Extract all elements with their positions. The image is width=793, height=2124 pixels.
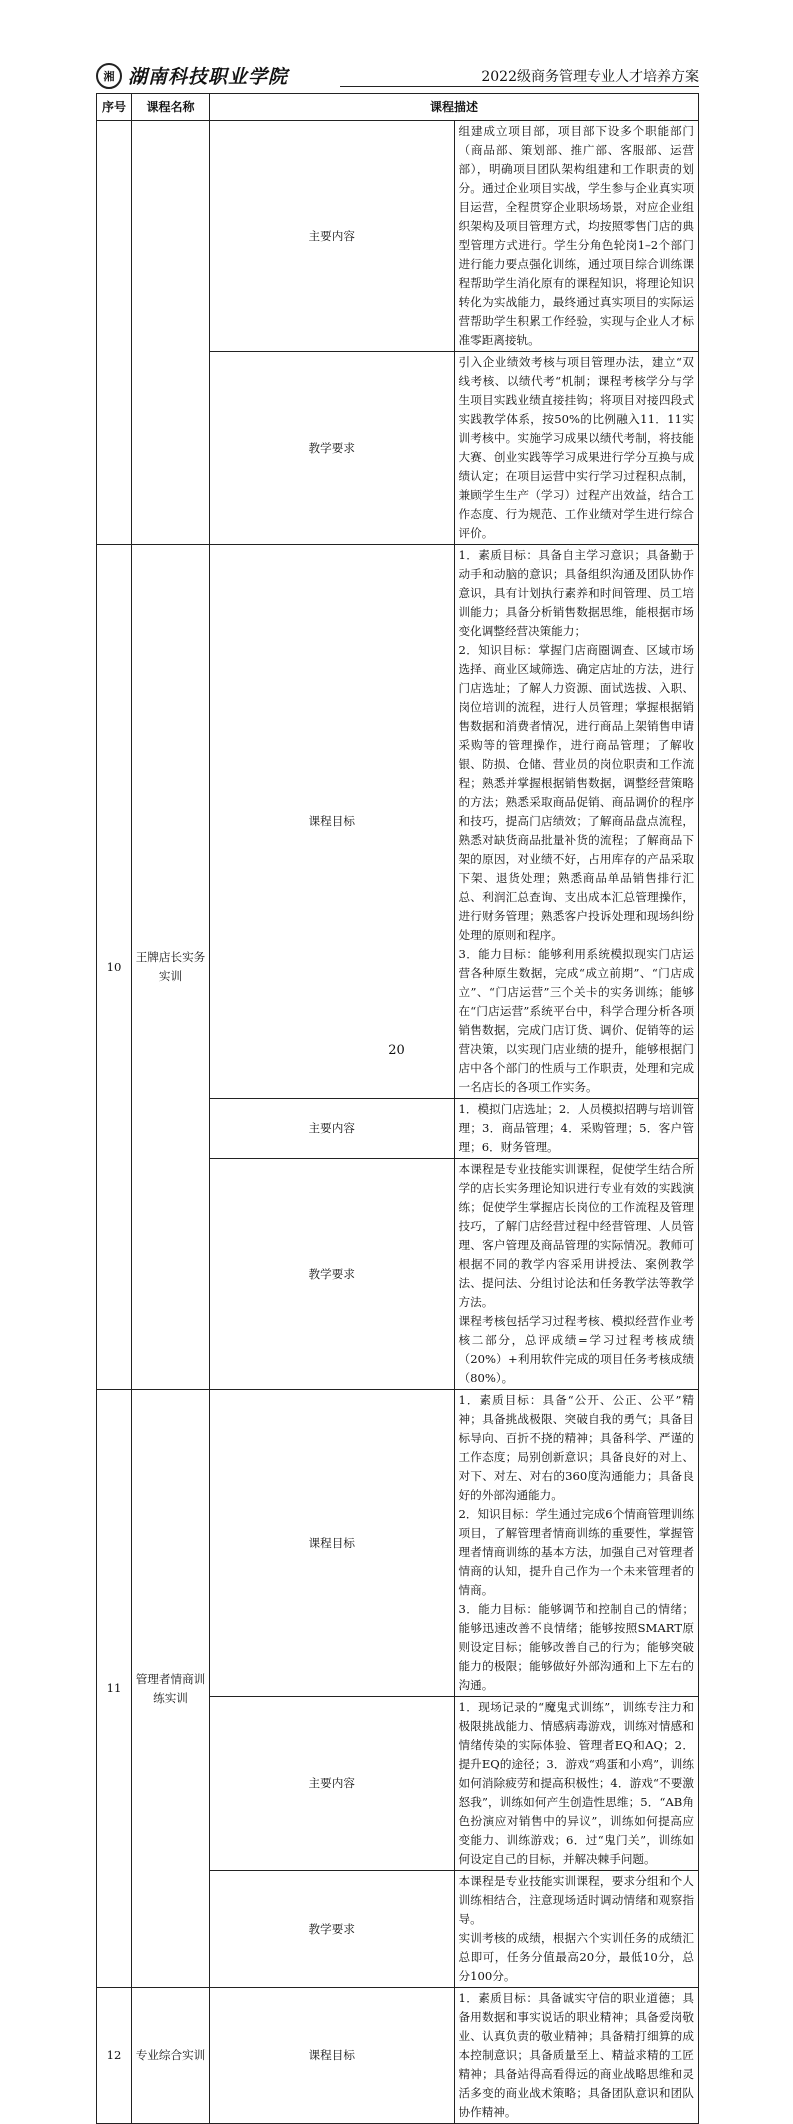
header-rule — [340, 86, 699, 87]
section-label: 教学要求 — [210, 1871, 455, 1988]
school-seal-icon: 湘 — [96, 63, 122, 89]
section-paragraph: 实训考核的成绩，根据六个实训任务的成绩汇总即可，任务分值最高20分，最低10分，总分100分。 — [458, 1931, 694, 1983]
table-row — [97, 1988, 699, 2124]
section-paragraph: 2．知识目标：掌握门店商圈调查、区域市场选择、商业区域筛选、确定店址的方法，进行门店选址；了解人力资源、面试选拔、入职、岗位培训的流程，进行人员管理；掌握根据销售数据和消费者情况，进行商品上架销售申请采购等的管理操作，进行商品管理；了解收银、防损、仓储、营业员的岗位职责和工作流程；熟悉并掌握根据销售数据，调整经营策略的方法；熟悉采取商品促销、商品调价的程序和技巧，提高门店绩效；了解商品盘点流程，熟悉对缺货商品批量补货的流程；了解商品下架的原因，对业绩不好，占用库存的产品采取下架、退货处理；熟悉商品单品销售排行汇总、利润汇总查询、支出成本汇总管理操作，进行财务管理；熟悉客户投诉处理和现场纠纷处理的原则和程序。 — [458, 643, 694, 942]
page-header — [96, 62, 699, 88]
section-paragraph: 本课程是专业技能实训课程，促使学生结合所学的店长实务理论知识进行专业有效的实践演练；促使学生掌握店长岗位的工作流程及管理技巧，了解门店经营过程中经营管理、人员管理、客户管理及商品管理的实际情况。教师可根据不同的教学内容采用讲授法、案例教学法、提问法、分组讨论法和任务教学法等教学方法。 — [458, 1162, 694, 1309]
section-content — [454, 545, 699, 1099]
school-logo — [96, 62, 288, 89]
table-row — [97, 1390, 699, 1697]
section-paragraph: 本课程是专业技能实训课程，要求分组和个人训练相结合，注意现场适时调动情绪和观察指导。 — [458, 1874, 694, 1926]
page-number: 20 — [388, 1043, 405, 1058]
section-content — [454, 1697, 699, 1871]
section-paragraph: 3．能力目标：能够调节和控制自己的情绪；能够迅速改善不良情绪；能够按照SMART原则设定目标；能够改善自己的行为；能够突破能力的极限；能够做好外部沟通和上下左右的沟通。 — [458, 1602, 694, 1692]
row-course-name-cell — [132, 121, 210, 545]
section-content: 引入企业绩效考核与项目管理办法，建立“双线考核、以绩代考“机制；课程考核学分与学生项目实践业绩直接挂钩；将项目对接四段式实践教学体系，按50%的比例融入11．11实训考核中。实施学习成果以绩代考制，将技能大赛、创业实践等学习成果进行学分互换与成绩认定；在项目运营中实行学习过程积点制，兼顾学生生产（学习）过程产出效益，结合工作态度、行为规范、工作业绩对学生进行综合评价。 — [454, 352, 699, 545]
section-paragraph: 1．素质目标：具备自主学习意识；具备勤于动手和动脑的意识；具备组织沟通及团队协作意识，具有计划执行素养和时间管理、员工培训能力；具备分析销售数据思维，能根据市场变化调整经营决策能力； — [458, 548, 694, 638]
section-paragraph: 1．素质目标：具备诚实守信的职业道德；具备用数据和事实说话的职业精神；具备爱岗敬业、认真负责的敬业精神；具备精打细算的成本控制意识；具备质量至上、精益求精的工匠精神；具备站得高看得远的商业战略思维和灵活多变的商业战术策略；具备团队意识和团队协作精神。 — [458, 1991, 694, 2119]
course-name: 管理者情商训练实训 — [132, 1390, 210, 1988]
section-paragraph: 1．现场记录的“魔鬼式训练”，训练专注力和极限挑战能力、情感病毒游戏，训练对情感和情绪传染的实际体验、管理者EQ和AQ；2．提升EQ的途径；3．游戏“鸡蛋和小鸡”，训练如何消除疲劳和提高积极性；4．游戏“不要激怒我”，训练如何产生创造性思维；5．“AB角色扮演应对销售中的异议”，训练如何提高应变能力、训练游戏；6．过“鬼门关”，训练如何设定自己的目标，并解决棘手问题。 — [458, 1700, 694, 1866]
header-course-name: 课程名称 — [132, 94, 210, 121]
section-label: 课程目标 — [210, 1988, 455, 2124]
section-content — [454, 1988, 699, 2124]
table-row — [97, 121, 699, 352]
table-header-row — [97, 94, 699, 121]
course-name: 专业综合实训 — [132, 1988, 210, 2124]
section-content — [454, 1159, 699, 1390]
table-body — [97, 121, 699, 2124]
document-title: 2022级商务管理专业人才培养方案 — [481, 69, 699, 85]
section-label: 课程目标 — [210, 1390, 455, 1697]
header-course-description: 课程描述 — [210, 94, 699, 121]
section-paragraph: 1．模拟门店选址；2．人员模拟招聘与培训管理；3．商品管理；4．采购管理；5．客户管理；6．财务管理。 — [458, 1102, 694, 1154]
section-label: 主要内容 — [210, 121, 455, 352]
section-content: 组建成立项目部，项目部下设多个职能部门（商品部、策划部、推广部、客服部、运营部），明确项目团队架构组建和工作职责的划分。通过企业项目实战，学生参与企业真实项目运营，全程贯穿企业职场场景，对应企业组织架构及项目管理方式，均按照零售门店的典型管理方式进行。学生分角色轮岗1–2个部门进行能力要点强化训练，通过项目综合训练课程帮助学生消化原有的课程知识，将理论知识转化为实战能力，最终通过真实项目的实际运营帮助学生积累工作经验，实现与企业人才标准零距离接轨。 — [454, 121, 699, 352]
section-label: 课程目标 — [210, 545, 455, 1099]
section-label: 教学要求 — [210, 1159, 455, 1390]
section-label: 教学要求 — [210, 352, 455, 545]
section-content — [454, 1871, 699, 1988]
section-paragraph: 2．知识目标：学生通过完成6个情商管理训练项目，了解管理者情商训练的重要性，掌握管理者情商训练的基本方法，加强自己对管理者情商的认知，提升自己作为一个未来管理者的情商。 — [458, 1507, 694, 1597]
row-number-cell — [97, 121, 132, 545]
course-number: 12 — [97, 1988, 132, 2124]
section-paragraph: 1．素质目标：具备“公开、公正、公平”精神；具备挑战极限、突破自我的勇气；具备目标导向、百折不挠的精神；具备科学、严谨的工作态度；局别创新意识；具备良好的对上、对下、对左、对右的360度沟通能力；具备良好的外部沟通能力。 — [458, 1393, 694, 1502]
section-paragraph: 课程考核包括学习过程考核、模拟经营作业考核二部分，总评成绩=学习过程考核成绩（20%）+利用软件完成的项目任务考核成绩（80%）。 — [458, 1314, 694, 1385]
section-content — [454, 1390, 699, 1697]
course-number: 10 — [97, 545, 132, 1390]
school-name: 湖南科技职业学院 — [128, 66, 289, 88]
course-name: 王牌店长实务实训 — [132, 545, 210, 1390]
header-number: 序号 — [97, 94, 132, 121]
section-label: 主要内容 — [210, 1099, 455, 1159]
course-number: 11 — [97, 1390, 132, 1988]
section-label: 主要内容 — [210, 1697, 455, 1871]
section-content — [454, 1099, 699, 1159]
table-row — [97, 545, 699, 1099]
course-table — [96, 93, 699, 2124]
section-paragraph: 3．能力目标：能够利用系统模拟现实门店运营各种原生数据，完成“成立前期”、“门店成立”、“门店运营”三个关卡的实务训练；能够在“门店运营”系统平台中，科学合理分析各项销售数据，完成门店订货、调价、促销等的运营决策，以实现门店业绩的提升，能够根据门店中各个部门的性质与工作职责，处理和完成一名店长的各项工作实务。 — [458, 947, 694, 1094]
